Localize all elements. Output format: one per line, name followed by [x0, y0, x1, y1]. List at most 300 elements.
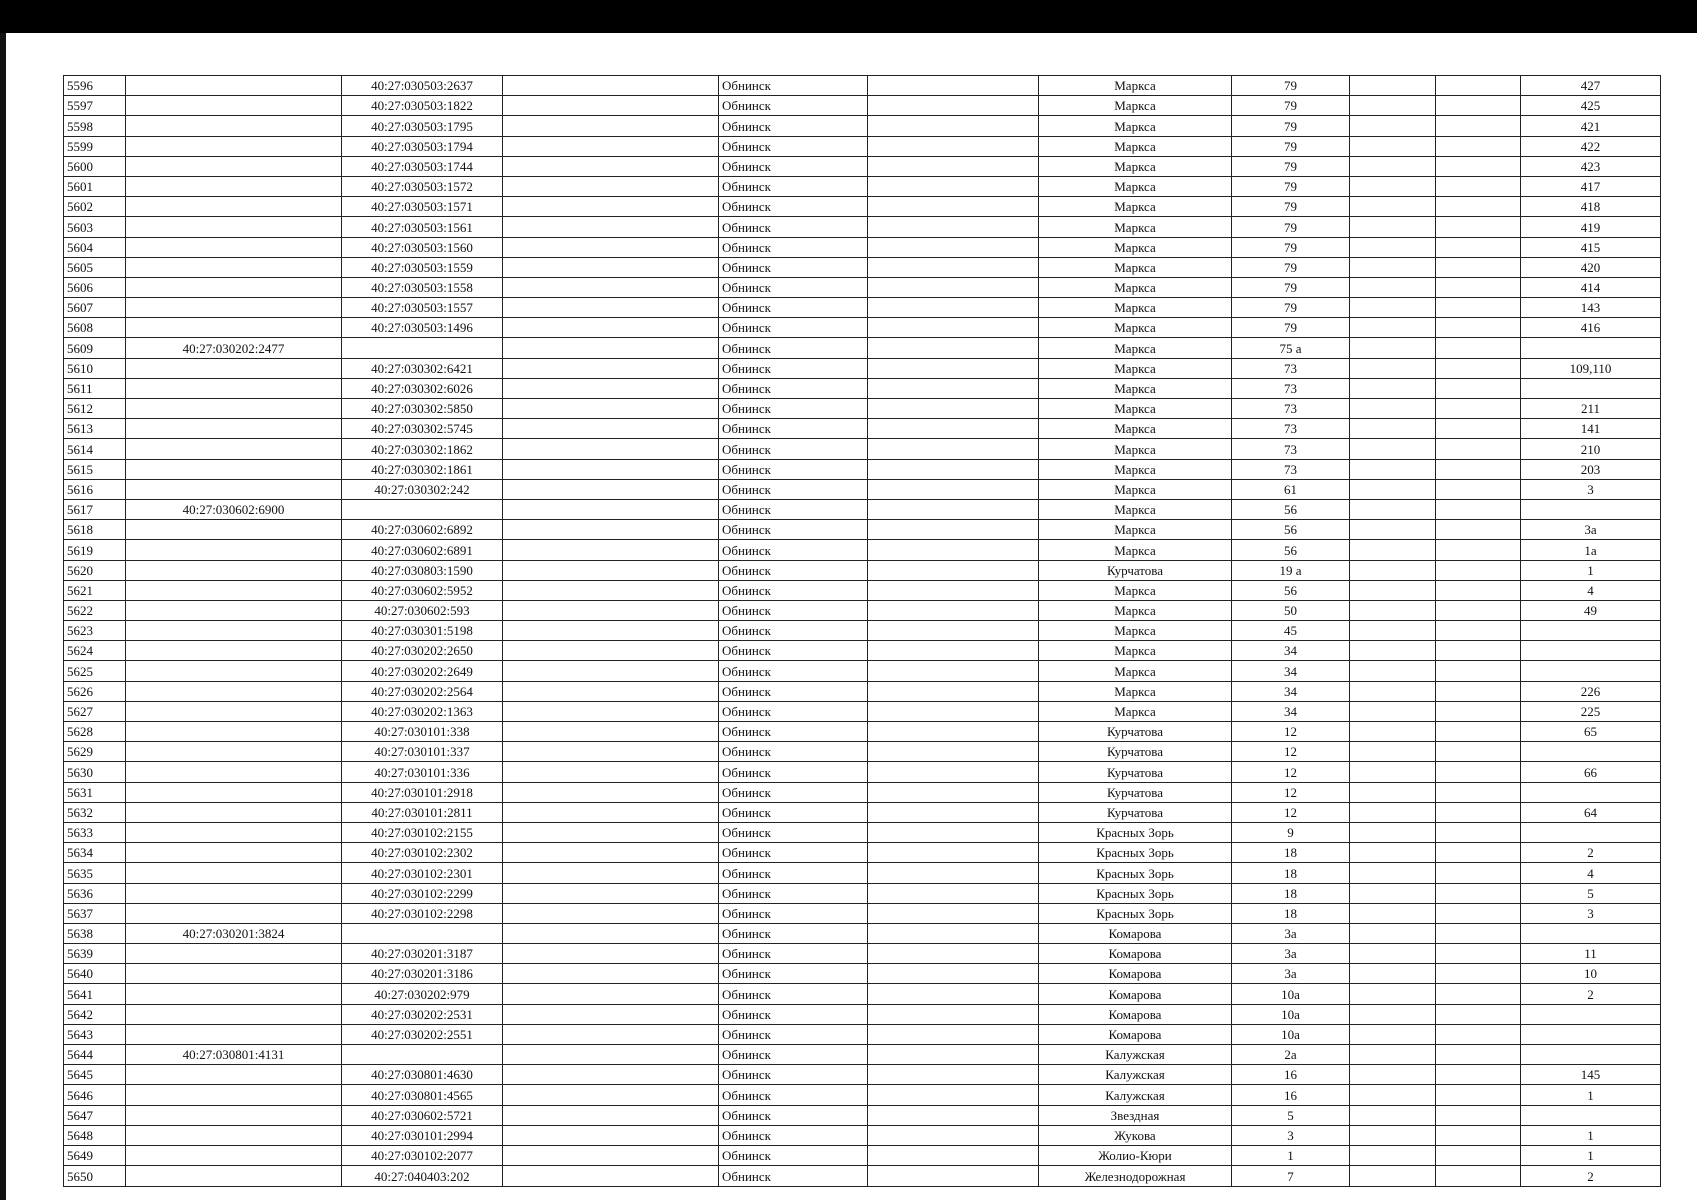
row-number: 5643: [64, 1024, 126, 1044]
empty-cell: [1350, 176, 1436, 196]
object-cadastral-number: 40:27:030503:1560: [342, 237, 503, 257]
empty-cell: [1436, 621, 1521, 641]
land-cadastral-number: [126, 1125, 342, 1145]
land-cadastral-number: [126, 237, 342, 257]
apartment-number-cell: 109,110: [1521, 358, 1661, 378]
row-number: 5631: [64, 782, 126, 802]
apartment-number-cell: 49: [1521, 600, 1661, 620]
row-number: 5632: [64, 802, 126, 822]
street-cell: Курчатова: [1039, 742, 1232, 762]
object-cadastral-number: 40:27:030101:336: [342, 762, 503, 782]
object-cadastral-number: [342, 338, 503, 358]
row-number: 5629: [64, 742, 126, 762]
empty-cell: [503, 217, 719, 237]
row-number: 5627: [64, 701, 126, 721]
empty-cell: [1350, 217, 1436, 237]
empty-cell: [1436, 641, 1521, 661]
street-cell: Маркса: [1039, 136, 1232, 156]
empty-cell: [503, 1045, 719, 1065]
house-number-cell: 79: [1232, 176, 1350, 196]
land-cadastral-number: [126, 883, 342, 903]
house-number-cell: 79: [1232, 217, 1350, 237]
apartment-number-cell: 415: [1521, 237, 1661, 257]
empty-cell: [868, 298, 1039, 318]
house-number-cell: 73: [1232, 419, 1350, 439]
city-cell: Обнинск: [719, 257, 868, 277]
table-row: [64, 964, 1661, 984]
city-cell: Обнинск: [719, 76, 868, 96]
scan-top-border: [0, 0, 1697, 33]
table-row: [64, 742, 1661, 762]
street-cell: Маркса: [1039, 600, 1232, 620]
empty-cell: [1436, 197, 1521, 217]
house-number-cell: 2а: [1232, 1045, 1350, 1065]
apartment-number-cell: 1: [1521, 560, 1661, 580]
city-cell: Обнинск: [719, 520, 868, 540]
street-cell: Красных Зорь: [1039, 822, 1232, 842]
row-number: 5600: [64, 156, 126, 176]
table-row: [64, 96, 1661, 116]
land-cadastral-number: [126, 964, 342, 984]
city-cell: Обнинск: [719, 1125, 868, 1145]
land-cadastral-number: 40:27:030602:6900: [126, 499, 342, 519]
empty-cell: [1350, 1145, 1436, 1165]
city-cell: Обнинск: [719, 580, 868, 600]
apartment-number-cell: 1: [1521, 1125, 1661, 1145]
street-cell: Маркса: [1039, 399, 1232, 419]
city-cell: Обнинск: [719, 681, 868, 701]
empty-cell: [1436, 318, 1521, 338]
street-cell: Маркса: [1039, 237, 1232, 257]
empty-cell: [503, 479, 719, 499]
empty-cell: [503, 782, 719, 802]
street-cell: Маркса: [1039, 641, 1232, 661]
street-cell: Маркса: [1039, 197, 1232, 217]
table-row: [64, 1085, 1661, 1105]
empty-cell: [1436, 479, 1521, 499]
street-cell: Комарова: [1039, 1024, 1232, 1044]
apartment-number-cell: 414: [1521, 277, 1661, 297]
land-cadastral-number: [126, 116, 342, 136]
empty-cell: [1436, 520, 1521, 540]
object-cadastral-number: 40:27:030302:242: [342, 479, 503, 499]
empty-cell: [868, 96, 1039, 116]
city-cell: Обнинск: [719, 1145, 868, 1165]
object-cadastral-number: 40:27:030102:2302: [342, 843, 503, 863]
apartment-number-cell: [1521, 782, 1661, 802]
empty-cell: [868, 1145, 1039, 1165]
house-number-cell: 56: [1232, 499, 1350, 519]
land-cadastral-number: [126, 1105, 342, 1125]
empty-cell: [503, 1105, 719, 1125]
table-row: [64, 459, 1661, 479]
table-row: [64, 136, 1661, 156]
house-number-cell: 45: [1232, 621, 1350, 641]
city-cell: Обнинск: [719, 378, 868, 398]
house-number-cell: 79: [1232, 237, 1350, 257]
land-cadastral-number: [126, 197, 342, 217]
empty-cell: [1436, 176, 1521, 196]
house-number-cell: 34: [1232, 641, 1350, 661]
land-cadastral-number: 40:27:030801:4131: [126, 1045, 342, 1065]
land-cadastral-number: [126, 944, 342, 964]
land-cadastral-number: [126, 742, 342, 762]
empty-cell: [1436, 358, 1521, 378]
row-number: 5626: [64, 681, 126, 701]
row-number: 5614: [64, 439, 126, 459]
row-number: 5608: [64, 318, 126, 338]
table-row: [64, 1045, 1661, 1065]
table-row: [64, 1145, 1661, 1165]
empty-cell: [503, 641, 719, 661]
empty-cell: [503, 338, 719, 358]
apartment-number-cell: [1521, 378, 1661, 398]
table-row: [64, 580, 1661, 600]
land-cadastral-number: [126, 1145, 342, 1165]
street-cell: Калужская: [1039, 1045, 1232, 1065]
land-cadastral-number: [126, 358, 342, 378]
object-cadastral-number: 40:27:030503:1558: [342, 277, 503, 297]
empty-cell: [1350, 277, 1436, 297]
street-cell: Курчатова: [1039, 762, 1232, 782]
city-cell: Обнинск: [719, 459, 868, 479]
house-number-cell: 12: [1232, 742, 1350, 762]
empty-cell: [1350, 479, 1436, 499]
empty-cell: [868, 176, 1039, 196]
object-cadastral-number: [342, 923, 503, 943]
empty-cell: [503, 802, 719, 822]
city-cell: Обнинск: [719, 318, 868, 338]
object-cadastral-number: 40:27:030202:2531: [342, 1004, 503, 1024]
empty-cell: [1350, 661, 1436, 681]
empty-cell: [503, 459, 719, 479]
empty-cell: [868, 944, 1039, 964]
row-number: 5649: [64, 1145, 126, 1165]
empty-cell: [503, 843, 719, 863]
empty-cell: [1436, 560, 1521, 580]
empty-cell: [1350, 156, 1436, 176]
empty-cell: [1350, 1125, 1436, 1145]
table-row: [64, 762, 1661, 782]
city-cell: Обнинск: [719, 419, 868, 439]
object-cadastral-number: 40:27:030602:6892: [342, 520, 503, 540]
street-cell: Маркса: [1039, 298, 1232, 318]
table-row: [64, 439, 1661, 459]
street-cell: Жолио-Кюри: [1039, 1145, 1232, 1165]
row-number: 5598: [64, 116, 126, 136]
table-row: [64, 600, 1661, 620]
row-number: 5609: [64, 338, 126, 358]
empty-cell: [1436, 944, 1521, 964]
apartment-number-cell: 3: [1521, 903, 1661, 923]
empty-cell: [1350, 944, 1436, 964]
table-row: [64, 984, 1661, 1004]
house-number-cell: 16: [1232, 1085, 1350, 1105]
empty-cell: [503, 964, 719, 984]
street-cell: Маркса: [1039, 499, 1232, 519]
empty-cell: [1350, 621, 1436, 641]
table-row: [64, 277, 1661, 297]
house-number-cell: 34: [1232, 661, 1350, 681]
street-cell: Красных Зорь: [1039, 863, 1232, 883]
row-number: 5635: [64, 863, 126, 883]
empty-cell: [868, 600, 1039, 620]
city-cell: Обнинск: [719, 661, 868, 681]
city-cell: Обнинск: [719, 338, 868, 358]
empty-cell: [1350, 318, 1436, 338]
land-cadastral-number: [126, 843, 342, 863]
apartment-number-cell: [1521, 923, 1661, 943]
table-row: [64, 298, 1661, 318]
city-cell: Обнинск: [719, 540, 868, 560]
land-cadastral-number: [126, 399, 342, 419]
empty-cell: [868, 923, 1039, 943]
row-number: 5615: [64, 459, 126, 479]
empty-cell: [1436, 742, 1521, 762]
empty-cell: [1436, 580, 1521, 600]
city-cell: Обнинск: [719, 1024, 868, 1044]
empty-cell: [1436, 762, 1521, 782]
land-cadastral-number: [126, 520, 342, 540]
empty-cell: [1350, 419, 1436, 439]
row-number: 5602: [64, 197, 126, 217]
apartment-number-cell: [1521, 621, 1661, 641]
object-cadastral-number: 40:27:030302:5745: [342, 419, 503, 439]
empty-cell: [1350, 1065, 1436, 1085]
street-cell: Комарова: [1039, 964, 1232, 984]
land-cadastral-number: [126, 439, 342, 459]
empty-cell: [1436, 1145, 1521, 1165]
apartment-number-cell: 141: [1521, 419, 1661, 439]
land-cadastral-number: [126, 1085, 342, 1105]
land-cadastral-number: [126, 661, 342, 681]
apartment-number-cell: 423: [1521, 156, 1661, 176]
apartment-number-cell: 427: [1521, 76, 1661, 96]
city-cell: Обнинск: [719, 923, 868, 943]
empty-cell: [1350, 358, 1436, 378]
street-cell: Маркса: [1039, 318, 1232, 338]
city-cell: Обнинск: [719, 1045, 868, 1065]
row-number: 5616: [64, 479, 126, 499]
house-number-cell: 75 а: [1232, 338, 1350, 358]
table-row: [64, 499, 1661, 519]
street-cell: Маркса: [1039, 96, 1232, 116]
empty-cell: [1350, 96, 1436, 116]
row-number: 5596: [64, 76, 126, 96]
empty-cell: [1350, 600, 1436, 620]
object-cadastral-number: [342, 499, 503, 519]
empty-cell: [1436, 1085, 1521, 1105]
table-row: [64, 197, 1661, 217]
object-cadastral-number: 40:27:030202:2564: [342, 681, 503, 701]
empty-cell: [1350, 116, 1436, 136]
row-number: 5647: [64, 1105, 126, 1125]
empty-cell: [868, 964, 1039, 984]
empty-cell: [1436, 277, 1521, 297]
apartment-number-cell: 2: [1521, 984, 1661, 1004]
empty-cell: [868, 399, 1039, 419]
object-cadastral-number: 40:27:030503:1559: [342, 257, 503, 277]
house-number-cell: 79: [1232, 277, 1350, 297]
empty-cell: [1436, 1024, 1521, 1044]
empty-cell: [1436, 439, 1521, 459]
empty-cell: [503, 76, 719, 96]
object-cadastral-number: 40:27:030503:1744: [342, 156, 503, 176]
street-cell: Маркса: [1039, 681, 1232, 701]
street-cell: Маркса: [1039, 621, 1232, 641]
empty-cell: [1350, 298, 1436, 318]
house-number-cell: 73: [1232, 378, 1350, 398]
empty-cell: [503, 298, 719, 318]
city-cell: Обнинск: [719, 277, 868, 297]
empty-cell: [503, 277, 719, 297]
empty-cell: [868, 762, 1039, 782]
land-cadastral-number: [126, 156, 342, 176]
empty-cell: [1350, 641, 1436, 661]
empty-cell: [503, 762, 719, 782]
empty-cell: [1350, 540, 1436, 560]
empty-cell: [503, 378, 719, 398]
empty-cell: [503, 621, 719, 641]
empty-cell: [868, 883, 1039, 903]
empty-cell: [1350, 762, 1436, 782]
street-cell: Калужская: [1039, 1085, 1232, 1105]
table-row: [64, 923, 1661, 943]
table-row: [64, 257, 1661, 277]
apartment-number-cell: 225: [1521, 701, 1661, 721]
row-number: 5612: [64, 399, 126, 419]
house-number-cell: 18: [1232, 863, 1350, 883]
street-cell: Комарова: [1039, 923, 1232, 943]
apartment-number-cell: 226: [1521, 681, 1661, 701]
apartment-number-cell: 143: [1521, 298, 1661, 318]
empty-cell: [868, 661, 1039, 681]
street-cell: Маркса: [1039, 176, 1232, 196]
table-row: [64, 822, 1661, 842]
city-cell: Обнинск: [719, 802, 868, 822]
empty-cell: [1436, 843, 1521, 863]
house-number-cell: 18: [1232, 883, 1350, 903]
table-row: [64, 843, 1661, 863]
empty-cell: [1436, 76, 1521, 96]
city-cell: Обнинск: [719, 944, 868, 964]
empty-cell: [868, 419, 1039, 439]
land-cadastral-number: [126, 257, 342, 277]
apartment-number-cell: [1521, 1045, 1661, 1065]
land-cadastral-number: [126, 621, 342, 641]
city-cell: Обнинск: [719, 762, 868, 782]
empty-cell: [1436, 237, 1521, 257]
house-number-cell: 18: [1232, 903, 1350, 923]
empty-cell: [503, 96, 719, 116]
empty-cell: [1350, 399, 1436, 419]
street-cell: Маркса: [1039, 217, 1232, 237]
row-number: 5642: [64, 1004, 126, 1024]
apartment-number-cell: 425: [1521, 96, 1661, 116]
table-row: [64, 661, 1661, 681]
city-cell: Обнинск: [719, 156, 868, 176]
city-cell: Обнинск: [719, 822, 868, 842]
empty-cell: [503, 701, 719, 721]
city-cell: Обнинск: [719, 600, 868, 620]
empty-cell: [503, 499, 719, 519]
empty-cell: [1436, 600, 1521, 620]
empty-cell: [503, 1125, 719, 1145]
land-cadastral-number: [126, 863, 342, 883]
city-cell: Обнинск: [719, 903, 868, 923]
empty-cell: [868, 358, 1039, 378]
land-cadastral-number: [126, 277, 342, 297]
empty-cell: [1350, 580, 1436, 600]
street-cell: Маркса: [1039, 156, 1232, 176]
object-cadastral-number: 40:27:030602:5952: [342, 580, 503, 600]
city-cell: Обнинск: [719, 984, 868, 1004]
object-cadastral-number: 40:27:030302:6026: [342, 378, 503, 398]
empty-cell: [868, 277, 1039, 297]
empty-cell: [868, 1065, 1039, 1085]
house-number-cell: 79: [1232, 96, 1350, 116]
apartment-number-cell: 2: [1521, 843, 1661, 863]
street-cell: Курчатова: [1039, 722, 1232, 742]
row-number: 5603: [64, 217, 126, 237]
object-cadastral-number: 40:27:030201:3186: [342, 964, 503, 984]
object-cadastral-number: 40:27:030503:1822: [342, 96, 503, 116]
empty-cell: [503, 358, 719, 378]
empty-cell: [503, 722, 719, 742]
empty-cell: [1350, 903, 1436, 923]
row-number: 5636: [64, 883, 126, 903]
house-number-cell: 79: [1232, 298, 1350, 318]
empty-cell: [868, 76, 1039, 96]
street-cell: Комарова: [1039, 944, 1232, 964]
street-cell: Комарова: [1039, 1004, 1232, 1024]
empty-cell: [1350, 822, 1436, 842]
street-cell: Курчатова: [1039, 560, 1232, 580]
empty-cell: [503, 419, 719, 439]
object-cadastral-number: 40:27:030602:593: [342, 600, 503, 620]
street-cell: Маркса: [1039, 661, 1232, 681]
empty-cell: [1436, 984, 1521, 1004]
table-row: [64, 419, 1661, 439]
row-number: 5611: [64, 378, 126, 398]
land-cadastral-number: [126, 217, 342, 237]
empty-cell: [868, 802, 1039, 822]
empty-cell: [503, 1024, 719, 1044]
row-number: 5604: [64, 237, 126, 257]
empty-cell: [1436, 116, 1521, 136]
empty-cell: [1350, 1105, 1436, 1125]
empty-cell: [503, 984, 719, 1004]
empty-cell: [868, 217, 1039, 237]
house-number-cell: 73: [1232, 358, 1350, 378]
object-cadastral-number: 40:27:030102:2301: [342, 863, 503, 883]
empty-cell: [868, 1166, 1039, 1187]
city-cell: Обнинск: [719, 298, 868, 318]
empty-cell: [868, 843, 1039, 863]
empty-cell: [1350, 197, 1436, 217]
empty-cell: [868, 479, 1039, 499]
city-cell: Обнинск: [719, 479, 868, 499]
land-cadastral-number: [126, 1004, 342, 1024]
land-cadastral-number: [126, 762, 342, 782]
row-number: 5618: [64, 520, 126, 540]
object-cadastral-number: 40:27:030202:2551: [342, 1024, 503, 1044]
city-cell: Обнинск: [719, 1065, 868, 1085]
city-cell: Обнинск: [719, 1166, 868, 1187]
empty-cell: [1436, 802, 1521, 822]
house-number-cell: 12: [1232, 782, 1350, 802]
empty-cell: [868, 701, 1039, 721]
